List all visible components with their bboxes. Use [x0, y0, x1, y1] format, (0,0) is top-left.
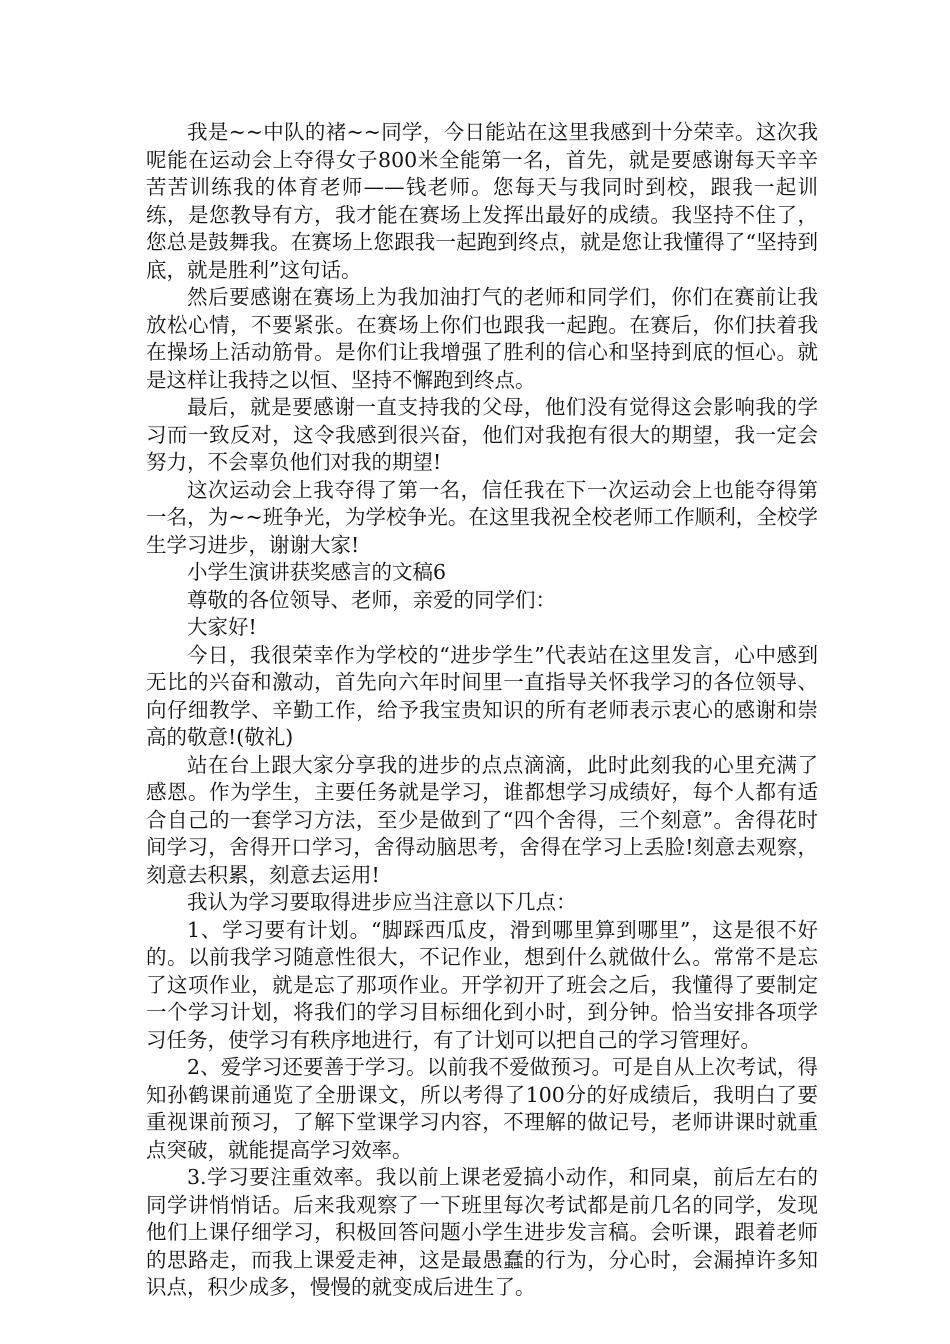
paragraph-point-3: 3.学习要注重效率。我以前上课老爱搞小动作，和同桌，前后左右的同学讲悄悄话。后来我观察了一下班里每次考试都是前几名的同学，发现他们上课仔细学习，积极回答问题小学生进步发言稿。会听课，跟着老师的思路走，而我上课爱走神，这是最愚蠢的行为，分心时，会漏掉许多知识点，积少成多，慢慢的就变成后进生了。 [146, 1165, 818, 1299]
paragraph-closing: 这次运动会上我夺得了第一名，信任我在下一次运动会上也能夺得第一名，为~~班争光，为学校争光。在这里我祝全校老师工作顺利，全校学生学习进步，谢谢大家! [146, 477, 818, 557]
salutation: 尊敬的各位领导、老师，亲爱的同学们： [187, 587, 556, 612]
paragraph-point-1: 1、学习要有计划。“脚踩西瓜皮，滑到哪里算到哪里”，这是很不好的。以前我学习随意性很大，不记作业，想到什么就做什么。常常不是忘了这项作业，就是忘了那项作业。开学初开了班会之后，我懂得了要制定一个学习计划，将我们的学习目标细化到小时，到分钟。恰当安排各项学习任务，使学习有秩序地进行，有了计划可以把自己的学习管理好。 [146, 917, 818, 1052]
paragraph-intro: 今日，我很荣幸作为学校的“进步学生”代表站在这里发言，心中感到无比的兴奋和激动，首先向六年时间里一直指导关怀我学习的各位领导、向仔细教学、辛勤工作，给予我宝贵知识的所有老师表示衷心的感谢和崇高的敬意!(敬礼) [146, 642, 818, 749]
document-page [146, 119, 818, 1302]
greeting: 大家好! [187, 615, 257, 639]
paragraph-thanks-classmates: 然后要感谢在赛场上为我加油打气的老师和同学们，你们在赛前让我放松心情，不要紧张。在赛场上你们也跟我一起跑。在赛后，你们扶着我在操场上活动筋骨。是你们让我增强了胜利的信心和坚持到底的恒心。就是这样让我持之以恒、坚持不懈跑到终点。 [146, 285, 818, 392]
paragraph-points-intro: 我认为学习要取得进步应当注意以下几点： [187, 890, 577, 914]
paragraph-point-2: 2、爱学习还要善于学习。以前我不爱做预习。可是自从上次考试，得知孙鹤课前通览了全册课文，所以考得了100分的好成绩后，我明白了要重视课前预习，了解下堂课学习内容，不理解的做记号，老师讲课时就重点突破，就能提高学习效率。 [146, 1055, 818, 1162]
paragraph-thanks-parents: 最后，就是要感谢一直支持我的父母，他们没有觉得这会影响我的学习而一致反对，这令我感到很兴奋，他们对我抱有很大的期望，我一定会努力，不会辜负他们对我的期望! [146, 395, 818, 474]
section-title: 小学生演讲获奖感言的文稿6 [187, 560, 447, 584]
paragraph-thanks-coach: 我是~~中队的褚~~同学，今日能站在这里我感到十分荣幸。这次我呢能在运动会上夺得女子800米全能第一名，首先，就是要感谢每天辛辛苦苦训练我的体育老师——钱老师。您每天与我同时到校，跟我一起训练，是您教导有方，我才能在赛场上发挥出最好的成绩。我坚持不住了，您总是鼓舞我。在赛场上您跟我一起跑到终点，就是您让我懂得了“坚持到底，就是胜利”这句话。 [146, 120, 818, 282]
paragraph-sharing: 站在台上跟大家分享我的进步的点点滴滴，此时此刻我的心里充满了感恩。作为学生，主要任务就是学习，谁都想学习成绩好，每个人都有适合自己的一套学习方法，至少是做到了“四个舍得，三个刻意”。舍得花时间学习，舍得开口学习，舍得动脑思考，舍得在学习上丢脸!刻意去观察，刻意去积累，刻意去运用! [146, 752, 818, 887]
